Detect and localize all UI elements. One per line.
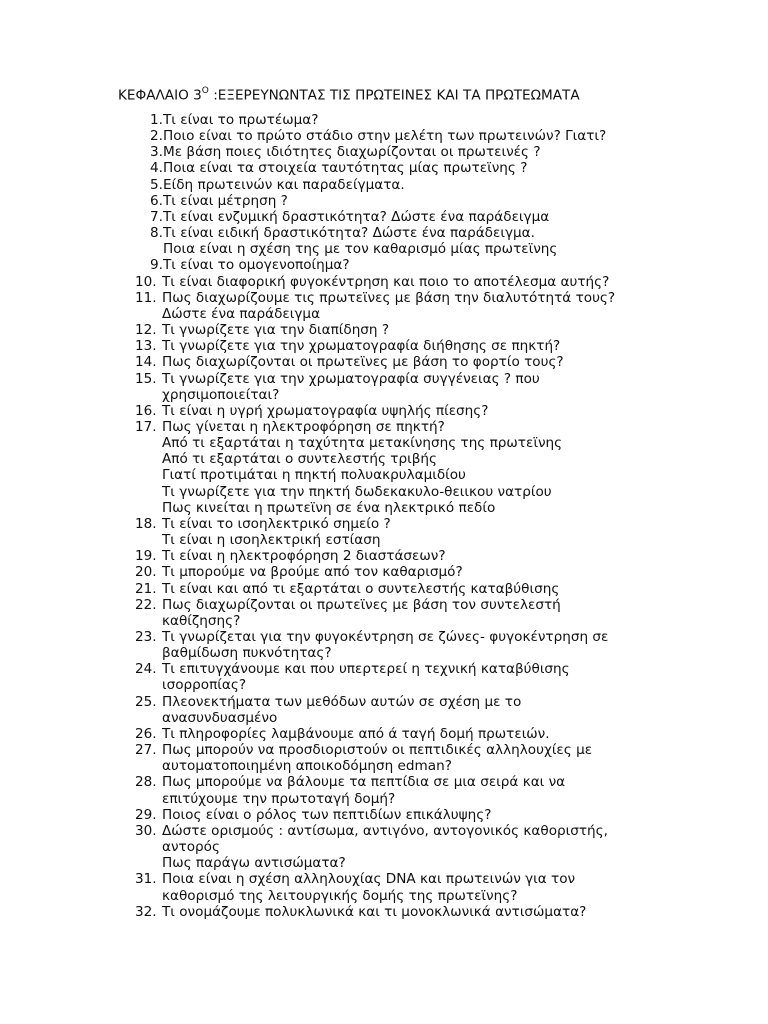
question-number: 21. xyxy=(135,580,157,597)
question-number: 29. xyxy=(135,806,157,823)
question-line: καθορισμό της λειτουργικής δομής της πρωτεϊνης? xyxy=(162,887,518,904)
question-item xyxy=(136,597,656,629)
question-line: Τι είναι η υγρή χρωματογραφία υψηλής πίεσης? xyxy=(162,402,489,419)
question-line: ισορροπίας? xyxy=(162,677,247,694)
question-text xyxy=(162,871,575,903)
question-text xyxy=(162,807,491,823)
question-item xyxy=(136,807,656,823)
question-number: 23. xyxy=(135,629,157,645)
question-item xyxy=(136,338,656,354)
question-line: Ποιος είναι ο ρόλος των πεπτιδίων επικάλυψης? xyxy=(162,806,492,823)
question-line: βαθμίδωση πυκνότητας? xyxy=(162,645,332,662)
question-text xyxy=(162,354,564,370)
question-number: 11. xyxy=(135,289,157,306)
question-number: 28. xyxy=(135,774,157,791)
question-text xyxy=(163,193,288,209)
question-text xyxy=(162,661,570,693)
question-line: Τι είναι το πρωτέωμα? xyxy=(163,112,319,128)
question-line: Τι είναι και από τι εξαρτάται ο συντελεστής καταβύθισης xyxy=(162,580,560,597)
question-line: Πως διαχωρίζονται οι πρωτεϊνες με βάση το φορτίο τους? xyxy=(162,354,564,371)
question-text xyxy=(162,516,391,548)
question-line: Τι είναι ενζυμική δραστικότητα? Δώστε ένα παράδειγμα xyxy=(163,208,550,225)
question-text xyxy=(162,629,608,661)
question-line: Τι μπορούμε να βρούμε από τον καθαρισμό? xyxy=(162,564,463,581)
question-number: 16. xyxy=(135,402,157,419)
question-text xyxy=(163,177,405,193)
question-item xyxy=(136,290,656,322)
question-line: αντορός xyxy=(162,839,220,856)
question-number: 27. xyxy=(135,742,157,759)
question-text xyxy=(163,257,350,273)
question-text xyxy=(162,597,561,629)
question-item xyxy=(136,516,656,548)
question-number: 3. xyxy=(150,144,163,161)
question-number: 12. xyxy=(135,322,157,339)
question-number: 13. xyxy=(135,338,157,355)
question-item xyxy=(136,112,656,128)
question-item xyxy=(136,871,656,903)
question-text xyxy=(163,144,541,160)
question-item xyxy=(136,694,656,726)
question-line: Πλεονεκτήματα των μεθόδων αυτών σε σχέση με το xyxy=(162,693,522,710)
question-item xyxy=(136,742,656,774)
question-line: Πως γίνεται η ηλεκτροφόρηση σε πηκτή? xyxy=(162,418,445,435)
question-line: Τι είναι ειδική δραστικότητα? Δώστε ένα παράδειγμα. xyxy=(163,225,535,242)
question-line: Πως κινείται η πρωτεϊνη σε ένα ηλεκτρικό πεδίο xyxy=(162,499,496,516)
chapter-heading xyxy=(118,87,580,104)
question-item xyxy=(136,322,656,338)
question-line: Τι γνωρίζετε για την χρωματογραφία συγγένειας ? που xyxy=(162,370,540,387)
question-item xyxy=(136,629,656,661)
heading-superscript: Ο xyxy=(201,86,209,96)
question-number: 14. xyxy=(135,354,157,371)
question-line: Τι γνωρίζετε για την χρωματογραφία διήθησης σε πηκτή? xyxy=(162,338,561,355)
question-text xyxy=(162,338,560,354)
question-text xyxy=(162,774,565,806)
question-line: Ποιο είναι το πρώτο στάδιο στην μελέτη των πρωτεινών? Γιατι? xyxy=(163,128,607,145)
question-line: επιτύχουμε την πρωτοταγή δομή? xyxy=(162,790,396,807)
heading-subtitle: :ΕΞΕΡΕΥΝΩΝΤΑΣ ΤΙΣ ΠΡΩΤΕΙΝΕΣ ΚΑΙ ΤΑ ΠΡΩΤΕΩΜΑΤΑ xyxy=(208,87,580,104)
question-number: 31. xyxy=(135,871,157,888)
question-line: αυτοματοποιημένη αποικοδόμηση edman? xyxy=(162,758,452,775)
question-line: Δώστε ορισμούς : αντίσωμα, αντιγόνο, αντογονικός καθοριστής, xyxy=(162,822,608,839)
question-text xyxy=(162,290,615,322)
question-item xyxy=(136,209,656,225)
question-line: Πως διαχωρίζονται οι πρωτεϊνες με βάση τον συντελεστή xyxy=(162,596,561,613)
question-item xyxy=(136,661,656,693)
question-line: Τι είναι η ισοηλεκτρική εστίαση xyxy=(162,532,381,549)
question-text xyxy=(162,419,562,516)
question-number: 24. xyxy=(135,661,157,678)
question-line: Τι πληροφορίες λαμβάνουμε από ά ταγή δομή πρωτειών. xyxy=(162,725,550,742)
question-number: 4. xyxy=(150,160,163,177)
question-line: Τι είναι μέτρηση ? xyxy=(163,192,288,209)
question-number: 15. xyxy=(135,370,157,387)
question-number: 26. xyxy=(135,725,157,742)
question-text xyxy=(162,904,586,920)
question-item xyxy=(136,274,656,290)
question-text xyxy=(162,742,592,774)
question-number: 17. xyxy=(135,418,157,435)
question-text xyxy=(162,726,550,742)
question-item xyxy=(136,160,656,176)
question-line: Ποια είναι η σχέση της με τον καθαρισμό μίας πρωτεϊνης xyxy=(163,241,558,258)
question-line: Τι είναι το ομογενοποίημα? xyxy=(163,257,350,274)
question-text xyxy=(162,274,609,290)
question-line: Τι επιτυγχάνουμε και που υπερτερεί η τεχνική καταβύθισης xyxy=(162,661,570,678)
question-line: Τι γνωρίζετε για την πηκτή δωδεκακυλο-θειικου νατρίου xyxy=(162,483,552,500)
question-text xyxy=(163,128,606,144)
question-number: 30. xyxy=(135,822,157,839)
question-text xyxy=(162,322,389,338)
question-line: Πως μπορούμε να βάλουμε τα πεπτίδια σε μια σειρά και να xyxy=(162,774,566,791)
question-text xyxy=(162,564,463,580)
question-line: Τι είναι το ισοηλεκτρικό σημείο ? xyxy=(162,515,391,532)
question-item xyxy=(136,144,656,160)
heading-text: ΚΕΦΑΛΑΙΟ 3 xyxy=(118,87,202,104)
question-list xyxy=(136,112,656,920)
question-item xyxy=(136,726,656,742)
question-number: 7. xyxy=(150,208,163,225)
question-number: 25. xyxy=(135,693,157,710)
question-line: Είδη πρωτεινών και παραδείγματα. xyxy=(163,176,405,193)
question-item xyxy=(136,548,656,564)
question-text xyxy=(163,160,527,176)
question-line: Πως μπορούν να προσδιοριστούν οι πεπτιδικές αλληλουχίες με xyxy=(162,742,593,759)
question-text xyxy=(162,823,608,871)
question-item xyxy=(136,354,656,370)
question-line: Τι ονομάζουμε πολυκλωνικά και τι μονοκλωνικά αντισώματα? xyxy=(162,903,587,920)
question-line: Ποια είναι τα στοιχεία ταυτότητας μίας πρωτεϊνης ? xyxy=(163,160,528,177)
question-line: καθίζησης? xyxy=(162,612,241,629)
question-line: Τι είναι διαφορική φυγοκέντρηση και ποιο το αποτέλεσμα αυτής? xyxy=(162,273,610,290)
question-number: 1. xyxy=(150,112,163,128)
question-text xyxy=(162,548,446,564)
question-item xyxy=(136,403,656,419)
question-number: 9. xyxy=(150,257,163,274)
question-line: ανασυνδυασμένο xyxy=(162,709,278,726)
question-number: 19. xyxy=(135,548,157,565)
question-number: 22. xyxy=(135,596,157,613)
question-item xyxy=(136,225,656,257)
question-item xyxy=(136,128,656,144)
question-number: 5. xyxy=(150,176,163,193)
question-number: 18. xyxy=(135,515,157,532)
question-number: 32. xyxy=(135,903,157,920)
question-line: Πως διαχωρίζουμε τις πρωτεϊνες με βάση την διαλυτότητά τους? xyxy=(162,289,616,306)
question-item xyxy=(136,371,656,403)
question-line: Πως παράγω αντισώματα? xyxy=(162,855,346,872)
question-text xyxy=(162,371,540,403)
question-text xyxy=(163,209,549,225)
question-text xyxy=(162,581,559,597)
question-text xyxy=(163,225,557,257)
question-line: Από τι εξαρτάται η ταχύτητα μετακίνησης της πρωτεϊνης xyxy=(162,435,563,452)
question-text xyxy=(162,694,521,726)
question-number: 6. xyxy=(150,192,163,209)
question-text xyxy=(162,403,488,419)
question-item xyxy=(136,257,656,273)
question-line: Γιατί προτιμάται η πηκτή πολυακρυλαμιδίου xyxy=(162,467,466,484)
question-item xyxy=(136,193,656,209)
question-item xyxy=(136,564,656,580)
question-text xyxy=(163,112,318,128)
question-number: 10. xyxy=(135,273,157,290)
question-line: Με βάση ποιες ιδιότητες διαχωρίζονται οι πρωτεινές ? xyxy=(163,144,541,161)
question-line: Από τι εξαρτάται ο συντελεστής τριβής xyxy=(162,451,437,468)
question-line: Τι γνωρίζεται για την φυγοκέντρηση σε ζώνες- φυγοκέντρηση σε xyxy=(162,629,609,645)
question-number: 8. xyxy=(150,225,163,242)
question-number: 2. xyxy=(150,128,163,145)
question-item xyxy=(136,823,656,871)
question-item xyxy=(136,419,656,516)
question-line: Δώστε ένα παράδειγμα xyxy=(162,305,321,322)
question-line: Τι είναι η ηλεκτροφόρηση 2 διαστάσεων? xyxy=(162,548,446,565)
question-item xyxy=(136,904,656,920)
question-item xyxy=(136,581,656,597)
question-item xyxy=(136,774,656,806)
question-number: 20. xyxy=(135,564,157,581)
question-line: Τι γνωρίζετε για την διαπίδηση ? xyxy=(162,322,390,339)
question-item xyxy=(136,177,656,193)
question-line: χρησιμοποιείται? xyxy=(162,386,280,403)
question-line: Ποια είναι η σχέση αλληλουχίας DNA και πρωτεινών για τον xyxy=(162,871,576,888)
